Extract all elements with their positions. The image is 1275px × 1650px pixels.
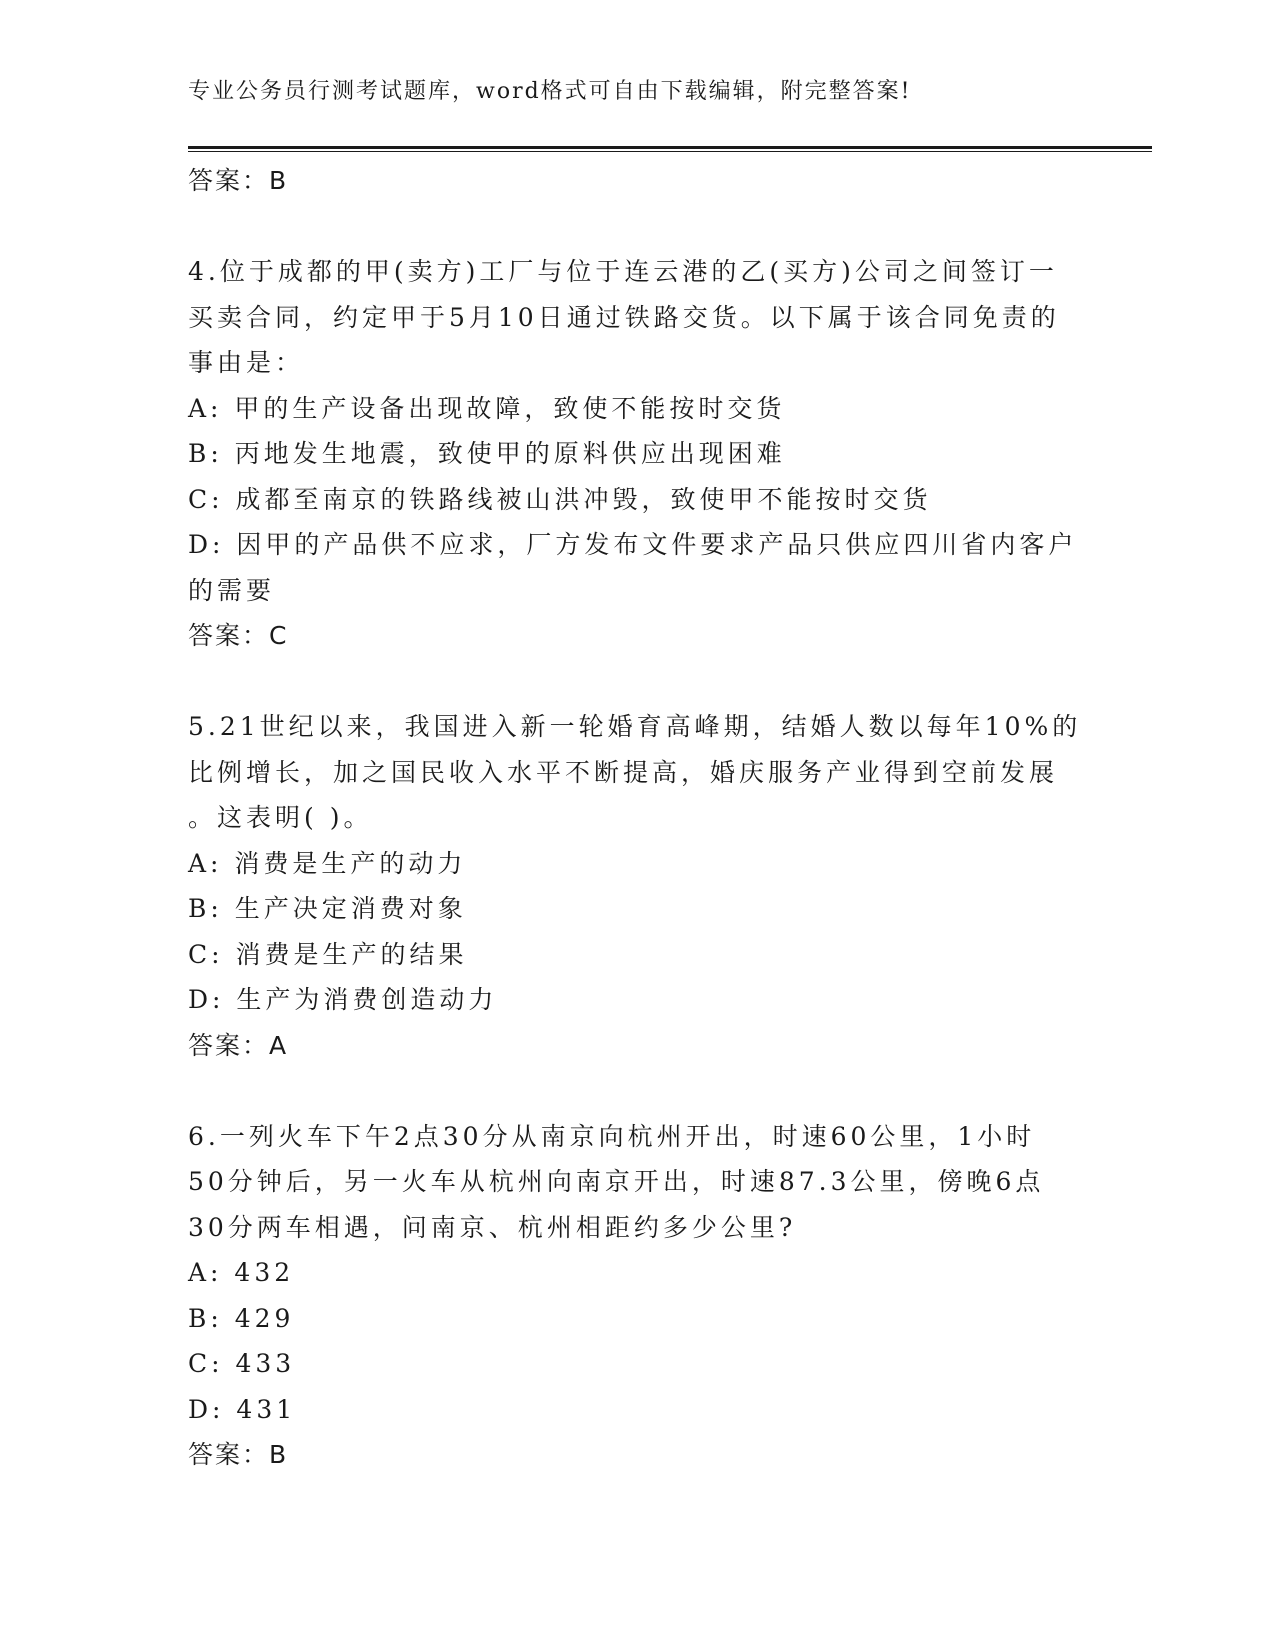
option-a: A: 甲的生产设备出现故障，致使不能按时交货	[188, 393, 786, 423]
question-stem-line: 6.一列火车下午2点30分从南京向杭州开出，时速60公里，1小时	[188, 1121, 1036, 1151]
option-a: A: 432	[188, 1258, 295, 1287]
answer-label: 答案：B	[188, 1440, 289, 1469]
question-stem-line: 事由是：	[188, 348, 305, 377]
option-b: B: 429	[188, 1303, 295, 1333]
question-block-5	[188, 704, 1088, 1068]
question-stem-line: 5.21世纪以来，我国进入新一轮婚育高峰期，结婚人数以每年10%的	[188, 712, 1082, 741]
answer-label: 答案：A	[188, 1030, 289, 1060]
header-rule-thin	[188, 151, 1152, 152]
question-stem-line: 50分钟后，另一火车从杭州向南京开出，时速87.3公里，傍晚6点	[188, 1167, 1045, 1196]
answer-label: 答案：C	[188, 621, 289, 650]
option-d-continued: 的需要	[188, 575, 276, 605]
question-block-6	[188, 1114, 1088, 1478]
question-stem-line: 比例增长，加之国民收入水平不断提高，婚庆服务产业得到空前发展	[188, 757, 1059, 787]
option-d: D: 431	[188, 1394, 297, 1424]
option-d: D: 因甲的产品供不应求，厂方发布文件要求产品只供应四川省内客户	[188, 530, 1078, 559]
question-stem-line: 。这表明( )。	[188, 803, 373, 832]
spacer	[188, 1068, 1088, 1114]
spacer	[188, 204, 1088, 250]
option-c: C: 成都至南京的铁路线被山洪冲毁，致使甲不能按时交货	[188, 484, 932, 514]
question-stem-line: 买卖合同，约定甲于5月10日通过铁路交货。以下属于该合同免责的	[188, 302, 1060, 332]
option-c: C: 消费是生产的结果	[188, 939, 468, 969]
option-a: A: 消费是生产的动力	[188, 848, 467, 878]
option-b: B: 生产决定消费对象	[188, 894, 467, 923]
option-d: D: 生产为消费创造动力	[188, 985, 498, 1014]
previous-answer: 答案：B	[188, 166, 289, 195]
option-c: C: 433	[188, 1349, 296, 1378]
question-stem-line: 30分两车相遇，问南京、杭州相距约多少公里?	[188, 1212, 797, 1242]
question-block-4	[188, 249, 1088, 659]
question-content	[188, 158, 1088, 1478]
question-stem-line: 4.位于成都的甲(卖方)工厂与位于连云港的乙(买方)公司之间签订一	[188, 257, 1058, 286]
spacer	[188, 659, 1088, 705]
header-rule	[188, 146, 1152, 149]
page-header-text: 专业公务员行测考试题库，word格式可自由下载编辑，附完整答案!	[188, 79, 912, 104]
option-b: B: 丙地发生地震，致使甲的原料供应出现困难	[188, 439, 786, 468]
